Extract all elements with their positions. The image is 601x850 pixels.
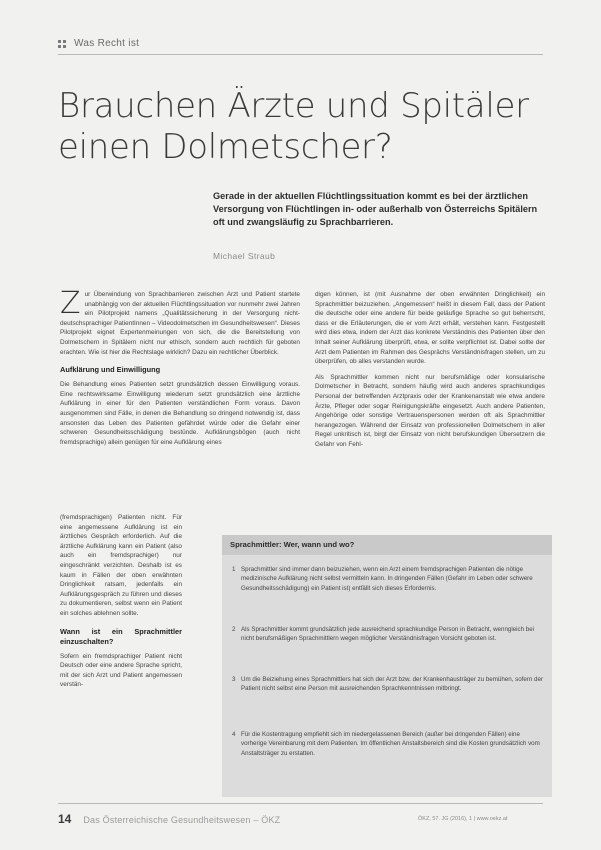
intro-text: ur Überwindung von Sprachbarrieren zwischen Arzt und Patient startete unabhängig von der aktuellen Flüchtlingssituation vor nunmehr zwei Jahren ein Pilotprojekt namens „Qualitätssicherung in der Versorgung nicht-deutschsprachiger PatientInnen – Videodolmetschen im Gesundheitswesen“. Dieses Pilotprojekt eignet Expertenmeinungen von sich, die die Bereitstellung von Dolmetschern in Spitälern nicht nur ethisch, sondern auch rechtlich für geboten erachten. Wie ist hier die Rechtslage wirklich? Dazu ein rechtlicher Überblick.	[60, 291, 300, 356]
body-paragraph: Als Sprachmittler kommen nicht nur berufsmäßige oder konsularische Dolmetscher in Betracht, sondern häufig wird auch anderes sprachkundiges Personal der betreffenden Arztpraxis oder der Krankenanstalt wie etwa andere Ärzte, Pfleger oder sogar Reinigungskräfte eingesetzt. Auch andere Patienten, Angehörige oder sonstige Vertrauenspersonen werden oft als Sprachmittler herangezogen. Während der Einsatz von professionellen Dolmetschern in aller Regel unkritisch ist, birgt der Einsatz von nicht berufskundigen Übersetzern die Gefahr von Fehl-	[315, 373, 545, 448]
info-item	[232, 625, 544, 644]
body-paragraph: (fremdsprachigen) Patienten nicht. Für eine angemessene Aufklärung ist ein ärztliches Gespräch erforderlich. Auf die ärztliche Aufklärung kann ein Patient (also auch ein fremdsprachiger) nur eingeschränkt verzichten. Deshalb ist es kaum in Fällen der oben erwähnten Dringlichkeit ratsam, jedenfalls ein Aufklärungsgespräch zu führen und dieses zu dokumentieren, selbst wenn ein Patient ein solches ablehnen sollte.	[60, 514, 182, 617]
page-number: 14	[58, 812, 72, 826]
article-author: Michael Straub	[213, 251, 276, 261]
info-item-text: Um die Beiziehung eines Sprachmittlers hat sich der Arzt bzw. der Krankenhausträger zu bemühen, sofern der Patient nicht selbst eine Person mit ausreichenden Sprachkenntnissen mitbringt.	[241, 676, 543, 693]
right-column	[315, 290, 545, 456]
info-item-number: 4	[232, 731, 236, 738]
body-paragraph: Die Behandlung eines Patienten setzt grundsätzlich dessen Einwilligung voraus. Eine rechtswirksame Einwilligung wiederum setzt grundsätzlich eine ärztliche Aufklärung in einer für den Patienten verständlichen Form voraus. Davon ausgenommen sind Fälle, in denen die Behandlung so dringend notwendig ist, dass ansonsten das Leben des Patienten gefährdet würde oder die Gefahr einer schweren Gesundheitsschädigung bestünde. Aufklärungsbögen (auch nicht fremdsprachige) allein genügen für eine Aufklärung eines	[60, 381, 300, 446]
page-footer	[58, 812, 280, 826]
info-item-text: Als Sprachmittler kommt grundsätzlich jede ausreichend sprachkundige Person in Betracht, wenngleich bei nicht berufsmäßigen Sprachmittlern wegen möglicher Verständnisfragen Vorsicht geboten ist.	[241, 626, 535, 643]
info-item-number: 2	[232, 626, 236, 633]
publication-name: Das Österreichische Gesundheitswesen – ÖKZ	[83, 815, 281, 825]
info-item-text: Sprachmittler sind immer dann beizuziehen, wenn ein Arzt einem fremdsprachigen Patienten die nötige medizinische Aufklärung nicht selbst vermitteln kann. In dringenden Fällen (Gefahr im Leben oder schwere Gesundheitsschädigung) ein Patient ist) entfällt sich dieses Erfordernis.	[241, 566, 533, 592]
info-item-number: 3	[232, 676, 236, 683]
section-label: Was Recht ist	[74, 38, 140, 49]
section-dots-icon	[58, 40, 66, 48]
subheading-aufklaerung: Aufklärung und Einwilligung	[60, 365, 161, 375]
info-item	[232, 730, 544, 758]
info-box	[222, 535, 552, 797]
info-item-text: Für die Kostentragung empfiehlt sich im niedergelassenen Bereich (außer bei dringenden Fällen) eine vorherige Vereinbarung mit dem Patienten. Im öffentlichen Anstaltsbereich sind die Kosten grundsätzlich vom Anstaltsträger zu erstatten.	[241, 731, 540, 757]
article-headline: Brauchen Ärzte und Spitäler einen Dolmetscher?	[58, 86, 529, 167]
left-column-lower	[60, 513, 182, 695]
info-item	[232, 675, 544, 694]
intro-paragraph	[60, 286, 300, 357]
header-divider	[58, 54, 543, 55]
info-item	[232, 565, 544, 593]
subheading-sprachmittler: Wann ist ein Sprachmittler einzuschalten?	[60, 626, 182, 646]
article-lead: Gerade in der aktuellen Flüchtlingssituation kommt es bei der ärztlichen Versorgung von Flüchtlingen in- oder außerhalb von Österreichs Spitälern oft und zwangsläufig zu Sprachbarrieren.	[213, 191, 538, 227]
drop-cap: Z	[60, 286, 81, 321]
footer-divider	[58, 803, 543, 804]
footer-issue-info: ÖKZ, 57. JG (2016), 1 | www.oekz.at	[418, 816, 508, 822]
body-paragraph: Sofern ein fremdsprachiger Patient nicht Deutsch oder eine andere Sprache spricht, mit der sich Arzt und Patient angemessen verstän-	[60, 652, 182, 689]
section-header	[58, 38, 139, 49]
body-paragraph: digen können, ist (mit Ausnahme der oben erwähnten Dringlichkeit) ein Sprachmittler beizuziehen. „Angemessen“ heißt in diesem Fall, dass der Patient die deutsche oder eine andere für beide geläufige Sprache so gut beherrscht, dass er die Erläuterungen, die er vom Arzt erhält, verstehen kann. Festgestellt wird dies etwa, indem der Arzt das konkrete Verständnis des Patienten über den Inhalt seiner Aufklärung überprüft, etwa, er sollte verpflichtet ist. Dabei sollte der Arzt dem Patienten im Rahmen des Gesprächs Verständnisfragen stellen, um zu überprüfen, ob alles verstanden wurde.	[315, 291, 545, 366]
info-box-title: Sprachmittler: Wer, wann und wo?	[222, 535, 552, 555]
left-column	[60, 286, 300, 453]
info-item-number: 1	[232, 566, 236, 573]
